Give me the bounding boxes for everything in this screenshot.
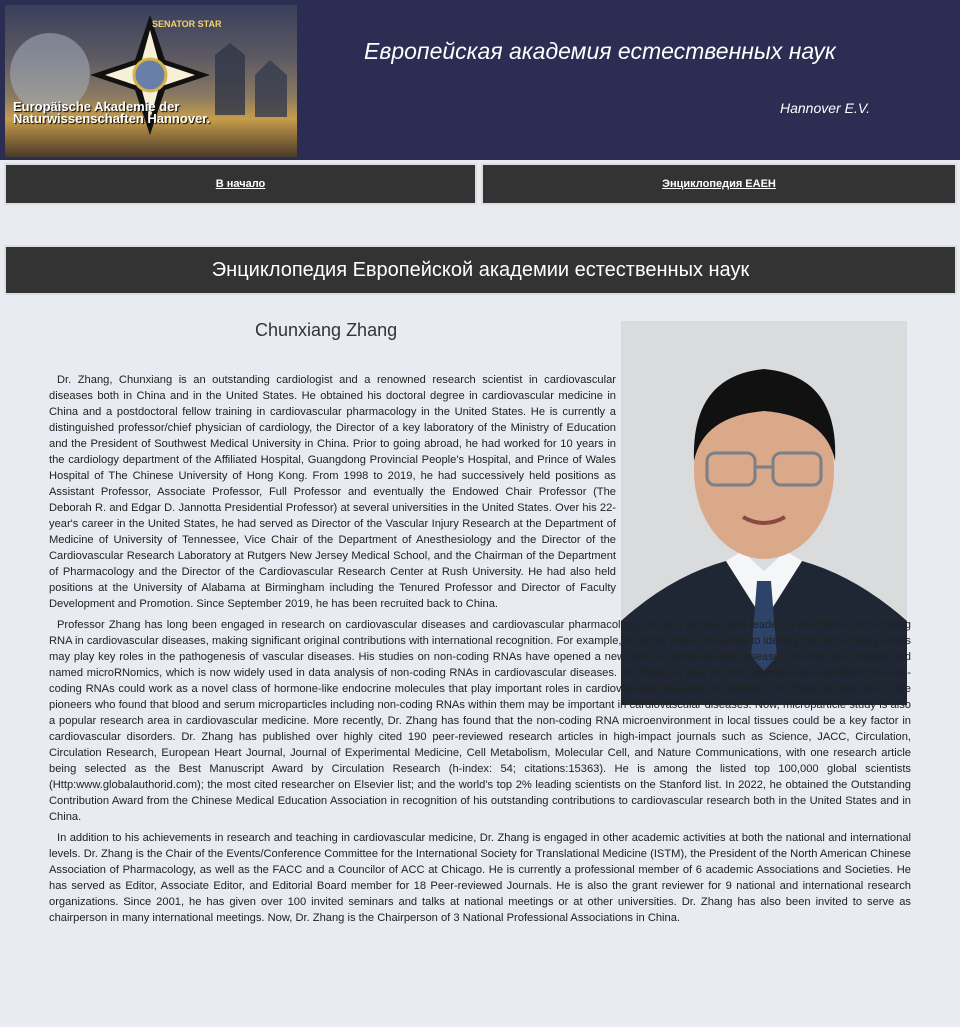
logo-art	[5, 5, 297, 157]
biography-paragraph: Professor Zhang has long been engaged in research on cardiovascular diseases and cardiovascular pharmacology. He is a pioneer and leader in the field of non-coding RNA in cardiovascular diseases, making significant original contributions with international recognition. For example, he is the first in the world to identify that non-coding RNAs may play key roles in the pathogenesis of vascular diseases. His studies on non-coding RNAs have opened a new field in cardiovascular diseases. He has put forward and named microRNomics, which is now widely used in data analysis of non-coding RNAs in cardiovascular diseases. Dr. Zhang is also the first scientist who identified that non-coding RNAs could work as a novel class of hormone-like endocrine molecules that play important roles in cardiovascular diseases. In addition, Dr. Zhang is also one of the pioneers who found that blood and serum microparticles including non-coding RNAs within them may be important in cardiovascular diseases. Now, microparticle study is also a popular research area in cardiovascular medicine. More recently, Dr. Zhang has found that the non-coding RNA microenvironment in local tissues could be a key factor in cardiovascular disorders. Dr. Zhang has published over highly cited 190 peer-reviewed research articles in high-impact journals such as Science, JACC, Circulation, Circulation Research, European Heart Journal, Journal of Experimental Medicine, Cell Metabolism, Molecular Cell, and Nature Communications, with one research article being selected as the Best Manuscript Award by Circulation Research (h-index: 54; citations:15363). He is among the listed top 100,000 global scientists (Http:www.globalauthorid.com); the most cited researcher on Elsevier list; and the world's top 2% leading scientists on the Stanford list. In 2022, he obtained the Outstanding Contribution Award from the Chinese Medical Education Association in recognition of his outstanding contributions to cardiovascular research both in the United States and in China.	[49, 619, 911, 823]
biography-paragraph: Dr. Zhang, Chunxiang is an outstanding cardiologist and a renowned research scientist in cardiovascular diseases both in China and in the United States. He obtained his doctoral degree in cardiovascular medicine in China and a postdoctoral fellow training in cardiovascular pharmacology in the United States. He is currently a distinguished professor/chief physician of cardiology, the Director of a key laboratory of the Ministry of Education and the President of Southwest Medical University in China. Prior to going abroad, he had worked for 10 years in the cardiology department of the Affiliated Hospital, Guangdong Provincial People's Hospital, and Prince of Wales Hospital of The Chinese University of Hong Kong. From 1998 to 2019, he had successively held positions as Assistant Professor, Associate Professor, Full Professor and eventually the Endowed Chair Professor (The Deborah R. and Edgar D. Jannotta Presidential Professor) at several universities in the United States. Over his 22-year's career in the United States, he had served as Director of the Vascular Injury Research at the Department of Medicine of University of Tennessee, Vice Chair of the Department of Anesthesiology and the Director of the Cardiovascular Research Laboratory at Rutgers New Jersey Medical School, and the Chairman of the Department of Pharmacology and the Director of the Cardiovascular Research Center at Rush University. He had also held positions at the University of Alabama at Birmingham including the Tenured Professor and Director of Faculty Development and Promotion. Since September 2019, he has been recruited back to China.	[49, 374, 616, 610]
section-title: Энциклопедия Европейской академии естественных наук	[4, 245, 957, 295]
biography	[49, 372, 911, 926]
person-name: Chunxiang Zhang	[255, 320, 398, 340]
site-header	[0, 0, 960, 160]
academy-logo[interactable]	[5, 5, 297, 157]
logo-badge: SENATOR STAR	[152, 19, 222, 29]
nav-home-link[interactable]: В начало	[4, 163, 477, 205]
site-title: Европейская академия естественных наук	[364, 38, 836, 64]
biography-paragraph: In addition to his achievements in research and teaching in cardiovascular medicine, Dr. Zhang is engaged in other academic activities at both the national and international levels. Dr. Zhang is the Chair of the Events/Conference Committee for the International Society for Translational Medicine (ISTM), the President of the North American Chinese Association of Pharmacology, as well as the FACC and a Councilor of ACC at Chicago. He is currently a professional member of 6 academic Associations and Societies. He has served as Editor, Associate Editor, and Editorial Board member for 18 Peer-reviewed Journals. He is also the grant reviewer for 9 national and international research organizations. Since 2001, he has given over 100 invited seminars and talks at national meetings or at other universities. Dr. Zhang has also been invited to serve as chairperson in many international meetings. Now, Dr. Zhang is the Chairperson of 3 National Professional Associations in China.	[49, 832, 911, 924]
site-subtitle: Hannover E.V.	[780, 100, 871, 116]
nav-encyclopedia-link[interactable]: Энциклопедия ЕАЕН	[481, 163, 957, 205]
logo-text: Europäische Akademie der Naturwissenschaften Hannover.	[13, 99, 211, 126]
